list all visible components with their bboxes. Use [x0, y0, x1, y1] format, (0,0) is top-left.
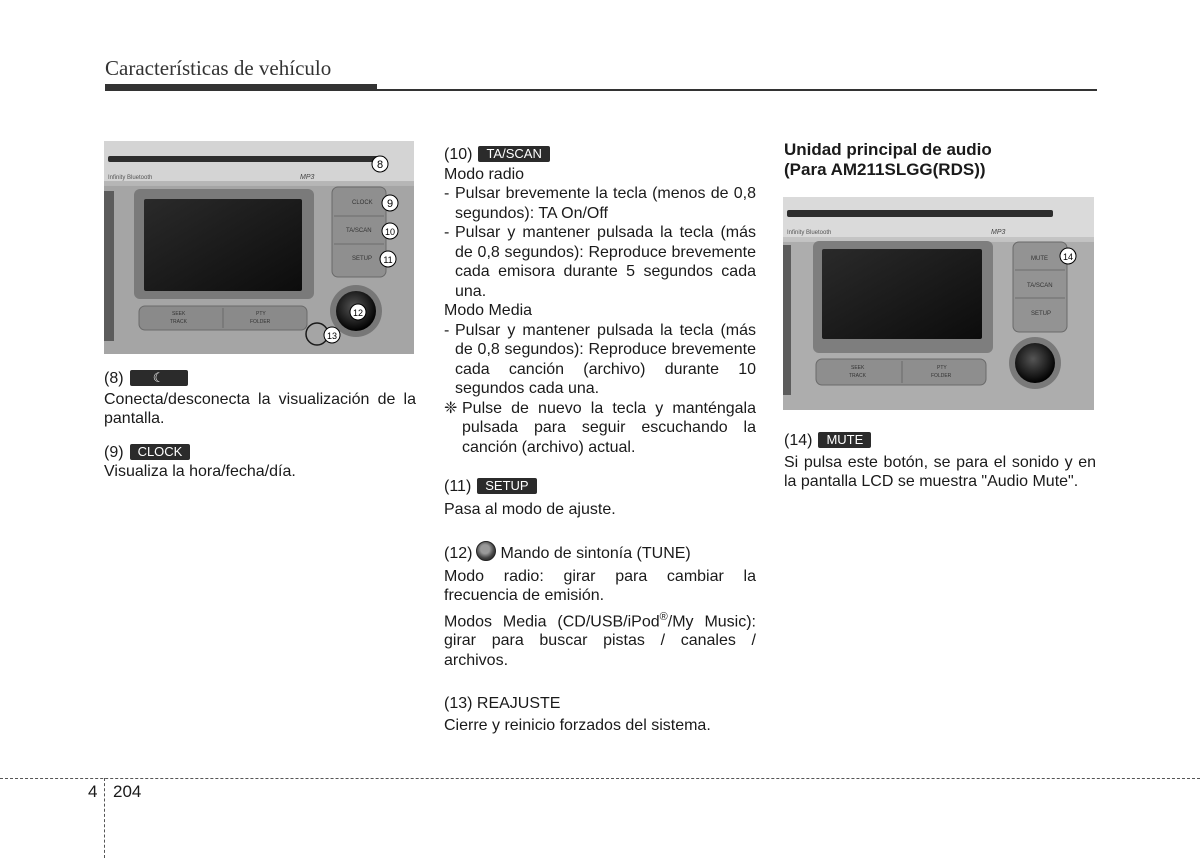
callout-14: 14 — [1062, 252, 1074, 262]
left-column — [104, 369, 416, 482]
item-9-description: Visualiza la hora/fecha/día. — [104, 463, 296, 480]
mp3-text-2: MP3 — [991, 229, 1006, 236]
item-10-header — [444, 145, 756, 165]
mute-button: MUTE — [1031, 256, 1048, 262]
item-12-media: Modos Media (CD/USB/iPod®/My Music): girar para buscar pistas / canales / archivos. — [444, 610, 756, 669]
audio-unit-model: (Para AM211SLGG(RDS)) — [784, 160, 986, 179]
item-12-title: Mando de sintonía (TUNE) — [500, 545, 691, 562]
pty-label: PTY — [256, 311, 266, 317]
seek-label-2: SEEK — [851, 365, 865, 371]
audio-unit-photo — [104, 141, 414, 354]
tascan-button: TA/SCAN — [346, 228, 372, 234]
callout-10: 10 — [384, 227, 396, 237]
pty-label-2: PTY — [937, 365, 947, 371]
page-number: 204 — [113, 782, 142, 801]
track-label-2: TRACK — [849, 373, 866, 379]
item-11-header — [444, 477, 756, 497]
mp3-text: MP3 — [300, 174, 315, 181]
item-13-description: Cierre y reinicio forzados del sistema. — [444, 716, 711, 734]
item-10-number: (10) — [444, 146, 473, 163]
section-title: Características de vehículo — [105, 56, 332, 80]
callout-12: 12 — [352, 308, 364, 318]
radio-bullet-1: - Pulsar brevemente la tecla (menos de 0,8 segundos): TA On/Off — [444, 185, 756, 222]
callout-11: 11 — [383, 255, 393, 265]
footer-rule — [0, 778, 1200, 779]
right-column — [784, 140, 1096, 180]
mute-key: MUTE — [818, 432, 871, 448]
setup-key: SETUP — [477, 478, 536, 494]
media-mode-label: Modo Media — [444, 302, 533, 319]
item-14-header — [784, 431, 1096, 451]
item-11-description: Pasa al modo de ajuste. — [444, 500, 616, 518]
item-12-number: (12) — [444, 545, 473, 562]
item-12-radio: Modo radio: girar para cambiar la frecuencia de emisión. — [444, 567, 756, 604]
callout-13: 13 — [326, 331, 338, 341]
item-13-title: (13) REAJUSTE — [444, 695, 561, 713]
item-9-number: (9) — [104, 443, 124, 461]
tune-knob-icon — [476, 541, 496, 561]
audio-unit-heading: Unidad principal de audio — [784, 140, 992, 159]
tune-knob-2 — [1015, 343, 1055, 383]
item-9-header — [104, 443, 416, 463]
item-8-number: (8) — [104, 370, 124, 387]
item-14-description: Si pulsa este botón, se para el sonido y en la pantalla LCD se muestra "Audio Mute". — [784, 453, 1096, 490]
media-bullet-1: - Pulsar y mantener pulsada la tecla (más de 0,8 segundos): Reproduce brevemente cada canción (archivo) durante 10 segundos cada una. — [444, 321, 756, 397]
folder-label-2: FOLDER — [931, 373, 952, 379]
item-8-header — [104, 369, 416, 389]
audio-unit-rds-photo — [783, 197, 1094, 410]
radio-mode-label: Modo radio — [444, 165, 525, 183]
brand-text-2: Infinity Bluetooth — [787, 230, 832, 236]
screen-off-key: ☾ — [130, 370, 188, 386]
clock-button: CLOCK — [352, 200, 373, 206]
callout-8: 8 — [376, 159, 384, 171]
item-11-number: (11) — [444, 478, 472, 495]
folder-label: FOLDER — [250, 319, 271, 325]
brand-text: Infinity Bluetooth — [108, 175, 153, 181]
setup-button: SETUP — [352, 256, 373, 262]
note: ❈ Pulse de nuevo la tecla y manténgala pulsada para seguir escuchando la canción (archivo) actual. — [444, 399, 756, 456]
track-label: TRACK — [170, 319, 187, 325]
item-8-description: Conecta/desconecta la visualización de la pantalla. — [104, 390, 416, 427]
header-rule — [105, 89, 1097, 91]
setup-button-2: SETUP — [1031, 311, 1052, 317]
footer-divider — [104, 778, 105, 858]
item-14-number: (14) — [784, 432, 813, 449]
clock-key: CLOCK — [130, 444, 191, 460]
callout-9: 9 — [386, 198, 394, 210]
note-mark: ❈ — [444, 399, 458, 417]
middle-column — [444, 145, 756, 735]
item-14 — [784, 431, 1096, 492]
item-12-header — [444, 541, 756, 564]
radio-bullet-2: - Pulsar y mantener pulsada la tecla (más de 0,8 segundos): Reproduce brevemente cada emisora durante 5 segundos cada una. — [444, 224, 756, 300]
section-number: 4 — [88, 782, 98, 801]
tascan-button-2: TA/SCAN — [1027, 283, 1053, 289]
seek-label: SEEK — [172, 311, 186, 317]
tascan-key: TA/SCAN — [478, 146, 549, 162]
